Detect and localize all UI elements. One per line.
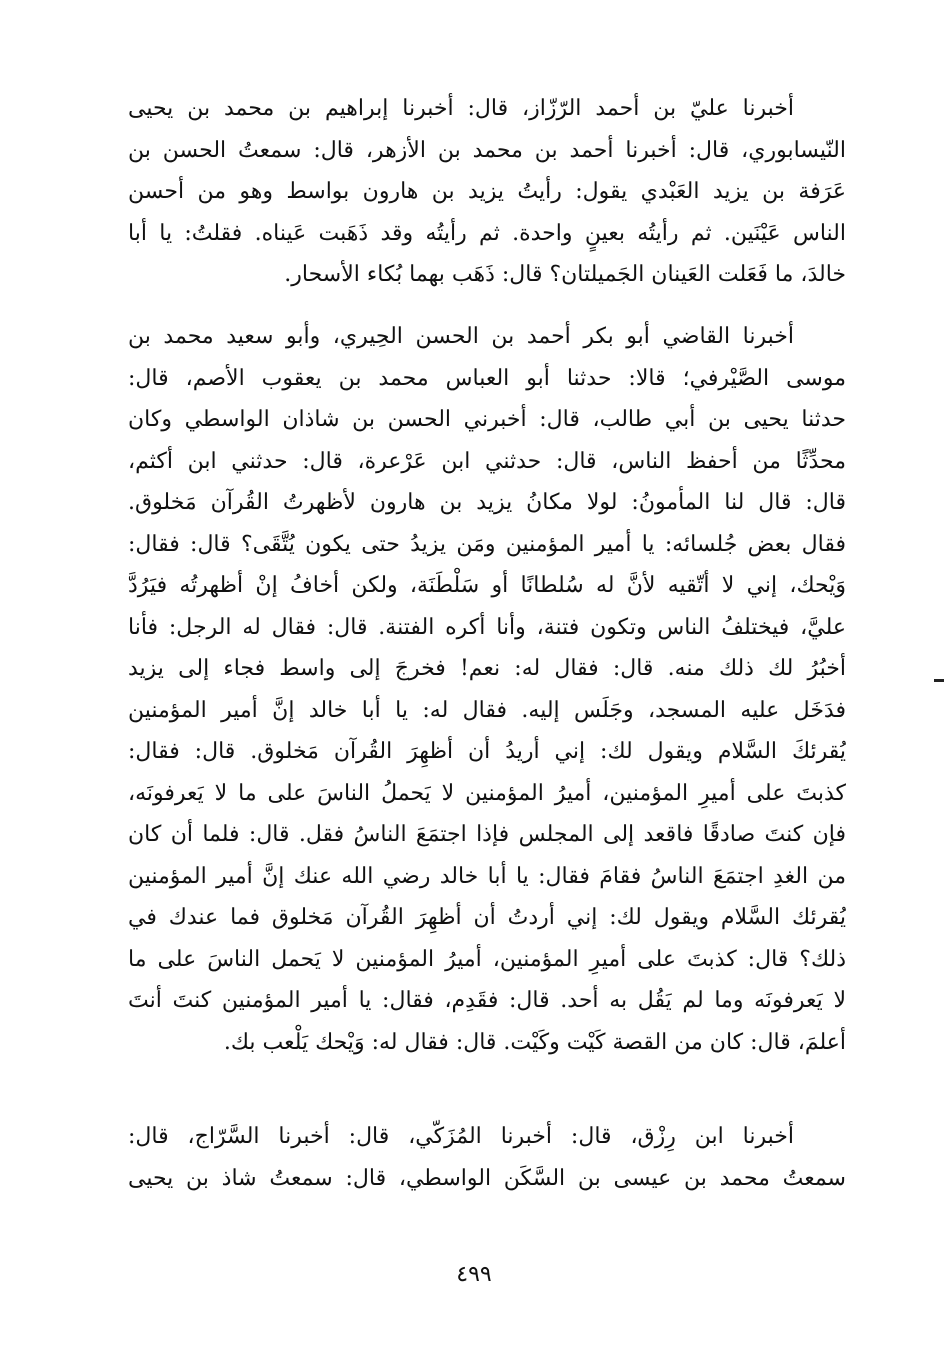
text-line: أخبرنا القاضي أبو بكر أحمد بن الحسن الحِيري، وأبو سعيد محمد بن bbox=[128, 324, 794, 349]
text-line: عليَّ، فيختلفُ الناس وتكون فتنة، وأنا أكره الفتنة. قال: فقال له الرجل: فأنا bbox=[128, 614, 846, 640]
text-line: وَيْحك، إني لا أتّقيه لأنَّ له سُلطانًا أو سَلْطَنَة، ولكن أخافُ إنْ أظهرتُه فيَرُدَّ bbox=[128, 573, 846, 598]
margin-mark bbox=[934, 679, 944, 682]
text-line: أخبُرُ لك ذلك منه. قال: فقال له: نعم! فخرجَ إلى واسط فجاء إلى يزيد bbox=[128, 656, 846, 681]
text-line: عَرَفة بن يزيد العَبْدي يقول: رأيتُ يزيد بن هارون بواسط وهو من أحسن bbox=[128, 179, 846, 204]
text-line: أعلمَ، قال: كان من القصة كَيْت وكَيْت. قال: فقال له: وَيْحك يَلْعب بك. bbox=[223, 1029, 846, 1055]
text-line: موسى الصَّيْرفي؛ قالا: حدثنا أبو العباس محمد بن يعقوب الأصم، قال: bbox=[128, 365, 846, 391]
text-line: يُقرئك السَّلام ويقول لك: إني أردتُ أن أظهِرَ القُرآن مَخلوق فما عندك في bbox=[128, 905, 846, 930]
text-line: الناس عَيْنَين. ثم رأيتُه بعينٍ واحدة. ثم رأيتُه وقد ذَهَبت عَيناه. فقلتُ: يا أبا bbox=[128, 220, 846, 246]
page-number: ٤٩٩ bbox=[456, 1262, 492, 1287]
paragraph-3 bbox=[128, 1116, 846, 1199]
text-line: فإن كنتَ صادقًا فاقعد إلى المجلس فإذا اجتمَعَ الناسُ فقل. قال: فلما أن كان bbox=[128, 822, 846, 847]
text-line: فدَخَل عليه المسجد، وجَلَس إليه. فقال له: يا أبا خالد إنَّ أمير المؤمنين bbox=[128, 697, 846, 723]
text-line: سمعتُ محمد بن عيسى بن السَّكَن الواسطي، قال: سمعتُ شاذ بن يحيى bbox=[128, 1165, 846, 1191]
paragraph-2 bbox=[128, 316, 846, 1063]
text-line: ذلك؟ قال: كذبتَ على أميرِ المؤمنين، أميرُ المؤمنين لا يَحمل الناسَ على ما bbox=[128, 946, 846, 972]
text-line: محدِّثًا من أحفظ الناس، قال: حدثني ابن عَرْعرة، قال: حدثني ابن أكثم، bbox=[128, 448, 846, 474]
text-line: كذبتَ على أميرِ المؤمنين، أميرُ المؤمنين لا يَحملُ الناسَ على ما لا يَعرفونَه، bbox=[128, 780, 846, 806]
text-line: حدثنا يحيى بن أبي طالب، قال: أخبرني الحسن بن شاذان الواسطي وكان bbox=[128, 407, 846, 432]
text-line: النّيسابوري، قال: أخبرنا أحمد بن محمد بن الأزهر، قال: سمعتُ الحسن بن bbox=[128, 137, 846, 163]
text-line: قال: قال لنا المأمونُ: لولا مكانُ يزيد بن هارون لأظهرتُ القُرآن مَخلوق. bbox=[128, 490, 846, 515]
text-line: أخبرنا ابن رِزْق، قال: أخبرنا المُزَكّي، قال: أخبرنا السَّرّاج، قال: bbox=[128, 1124, 794, 1149]
text-line: خالدَ، ما فَعَلت العَينان الجَميلتان؟ قال: ذَهَب بهما بُكاء الأسحار. bbox=[284, 262, 846, 287]
text-line: يُقرئكَ السَّلام ويقول لك: إني أريدُ أن أظهِرَ القُرآن مَخلوق. قال: فقال: bbox=[128, 739, 846, 764]
paragraph-1 bbox=[128, 88, 846, 296]
text-line: من الغدِ اجتمَعَ الناسُ فقامَ فقال: يا أبا خالد رضي الله عنك إنَّ أمير المؤمنين bbox=[128, 863, 846, 889]
text-line: لا يَعرفونَه وما لم يَقُل به أحد. قال: فقَدِم، فقال: يا أمير المؤمنين كنتَ أنتَ bbox=[128, 988, 846, 1013]
text-line: فقال بعض جُلسائه: يا أمير المؤمنين ومَن يزيدُ حتى يكون يُتَّقَى؟ قال: فقال: bbox=[128, 531, 846, 557]
text-line: أخبرنا عليّ بن أحمد الرّزّاز، قال: أخبرنا إبراهيم بن محمد بن يحيى bbox=[128, 96, 794, 121]
